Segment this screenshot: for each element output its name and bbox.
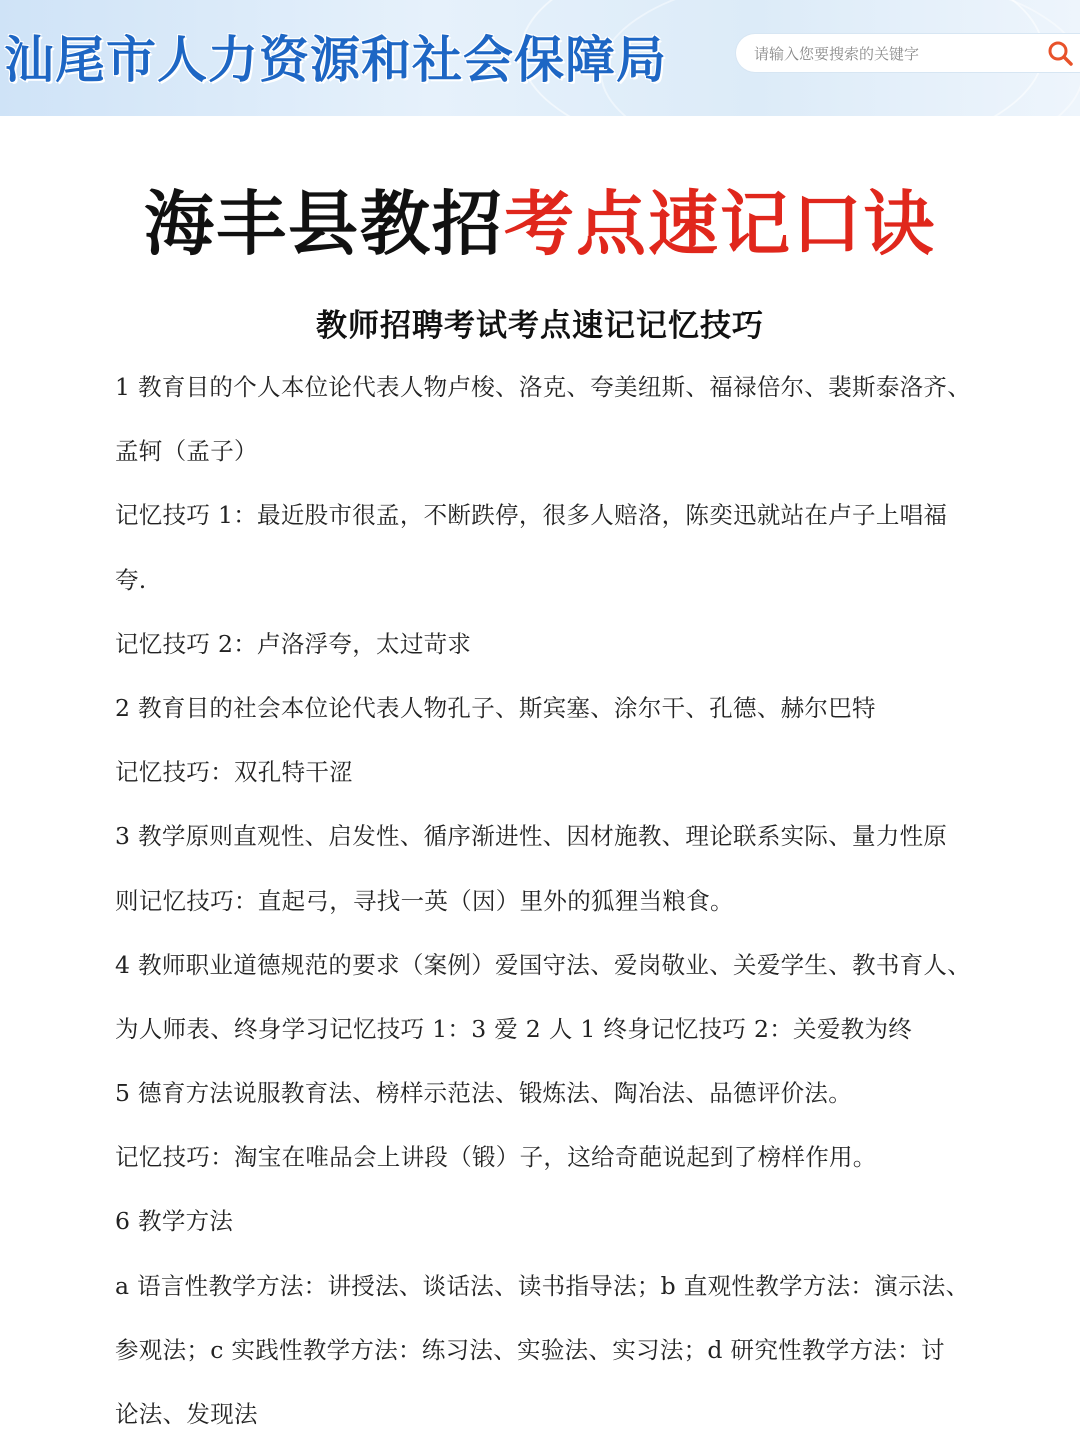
article-line: 记忆技巧：淘宝在唯品会上讲段（锻）子，这给奇葩说起到了榜样作用。 [115,1143,877,1172]
article-line: 记忆技巧 2：卢洛浮夸，太过苛求 [115,629,472,658]
headline-black-part: 海丰县教招 [144,182,504,265]
headline-red-part: 考点速记口诀 [504,182,936,265]
search-input[interactable] [752,34,1036,74]
article-line: 记忆技巧 1：最近股市很孟，不断跌停，很多人赔洛，陈奕迅就站在卢子上唱福 [115,501,948,530]
article-subtitle: 教师招聘考试考点速记记忆技巧 [316,308,764,344]
article-line: 参观法；c 实践性教学方法：练习法、实验法、实习法；d 研究性教学方法：讨 [115,1335,945,1364]
article-line: 5 德育方法说服教育法、榜样示范法、锻炼法、陶冶法、品德评价法。 [115,1079,853,1108]
article-line: 论法、发现法 [115,1400,258,1428]
article-line: a 语言性教学方法：讲授法、谈话法、读书指导法；b 直观性教学方法：演示法、 [115,1271,970,1300]
article-line: 夸. [115,565,147,594]
article-line: 6 教学方法 [115,1207,234,1236]
article-line: 3 教学原则直观性、启发性、循序渐进性、因材施教、理论联系实际、量力性原 [115,822,948,851]
article-headline [0,168,1080,269]
article-line: 1 教育目的个人本位论代表人物卢梭、洛克、夸美纽斯、福禄倍尔、裴斯泰洛齐、 [115,373,972,401]
article-line: 记忆技巧：双孔特干涩 [115,758,353,787]
article-line: 则记忆技巧：直起弓，寻找一英（因）里外的狐狸当粮食。 [115,886,734,915]
search-icon[interactable] [1046,39,1074,67]
article-body [115,355,975,1446]
article-line: 为人师表、终身学习记忆技巧 1：3 爱 2 人 1 终身记忆技巧 2：关爱教为终 [115,1014,913,1043]
article-line: 孟轲（孟子） [115,437,258,466]
site-title[interactable]: 汕尾市人力资源和社会保障局 [4,31,667,89]
search-box [736,34,1080,72]
site-header [0,0,1080,116]
article-line: 2 教育目的社会本位论代表人物孔子、斯宾塞、涂尔干、孔德、赫尔巴特 [115,693,876,722]
article-line: 4 教师职业道德规范的要求（案例）爱国守法、爱岗敬业、关爱学生、教书育人、 [115,950,972,979]
